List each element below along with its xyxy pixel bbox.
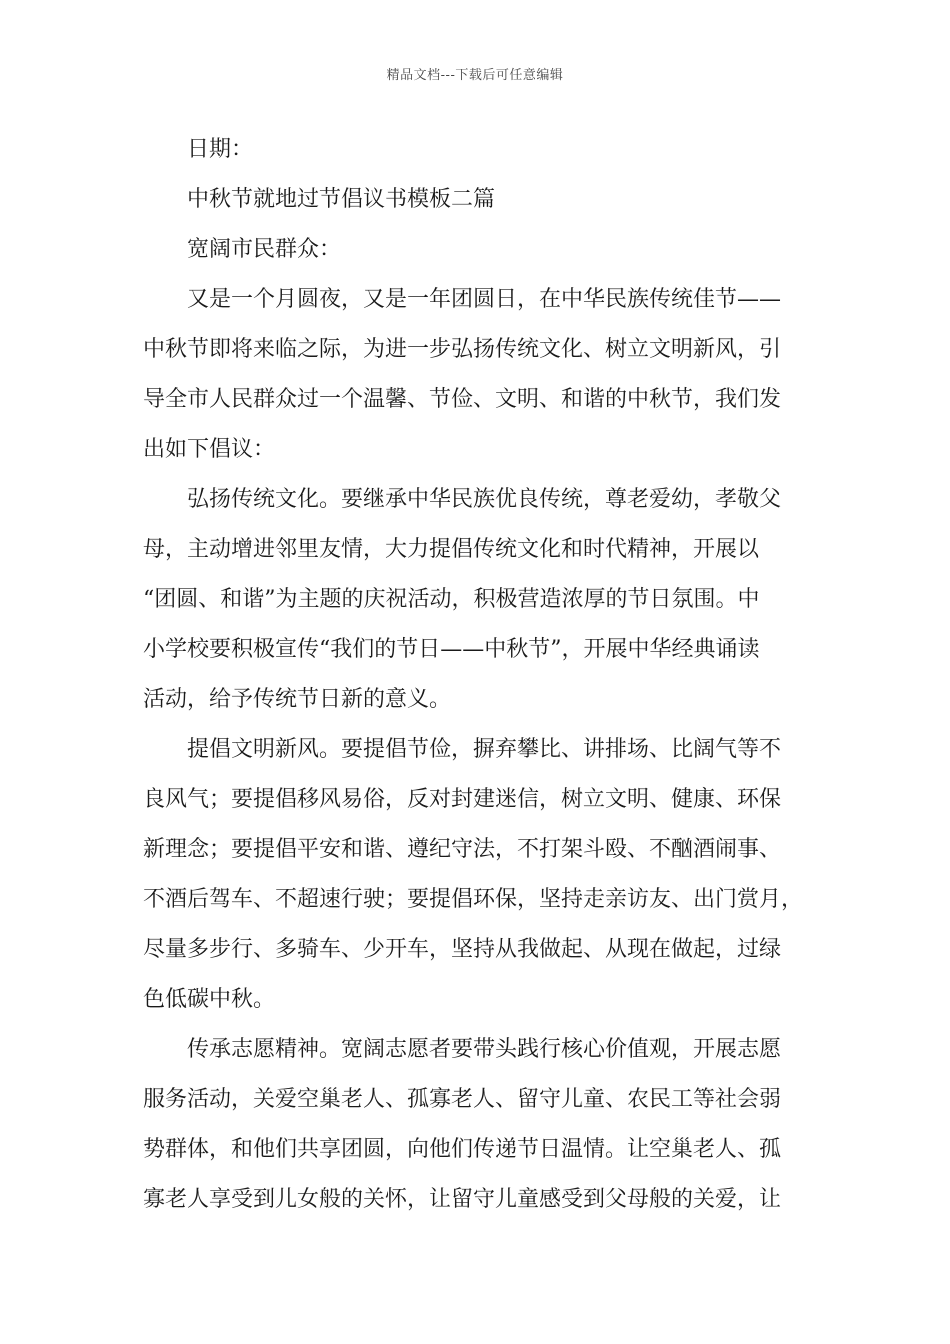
document-title: 中秋节就地过节倡议书模板二篇 xyxy=(187,187,496,212)
paragraph-line: 服务活动，关爱空巢老人、孤寡老人、留守儿童、农民工等社会弱 xyxy=(143,1087,782,1112)
paragraph-line: 色低碳中秋。 xyxy=(143,987,276,1012)
paragraph-line: 小学校要积极宣传“我们的节日——中秋节”，开展中华经典诵读 xyxy=(143,637,760,662)
document-body xyxy=(143,125,807,1225)
paragraph-line: 提倡文明新风。要提倡节俭，摒弃攀比、讲排场、比阔气等不 xyxy=(187,737,782,762)
paragraph-line: “团圆、和谐”为主题的庆祝活动，积极营造浓厚的节日氛围。中 xyxy=(143,587,760,612)
paragraph-line: 活动，给予传统节日新的意义。 xyxy=(143,687,452,712)
paragraph-line: 中秋节即将来临之际，为进一步弘扬传统文化、树立文明新风，引 xyxy=(143,337,782,362)
salutation: 宽阔市民群众： xyxy=(187,237,342,262)
paragraph-line: 尽量多步行、多骑车、少开车，坚持从我做起、从现在做起，过绿 xyxy=(143,937,782,962)
paragraph-line: 不酒后驾车、不超速行驶；要提倡环保，坚持走亲访友、出门赏月， xyxy=(143,887,804,912)
paragraph-line: 良风气；要提倡移风易俗，反对封建迷信，树立文明、健康、环保 xyxy=(143,787,782,812)
paragraph-line: 弘扬传统文化。要继承中华民族优良传统，尊老爱幼，孝敬父 xyxy=(187,487,782,512)
paragraph-line: 出如下倡议： xyxy=(143,437,276,462)
paragraph-line: 传承志愿精神。宽阔志愿者要带头践行核心价值观，开展志愿 xyxy=(187,1037,782,1062)
paragraph-line: 新理念；要提倡平安和谐、遵纪守法，不打架斗殴、不酗酒闹事、 xyxy=(143,837,782,862)
date-label: 日期： xyxy=(187,137,254,162)
paragraph-line: 势群体，和他们共享团圆，向他们传递节日温情。让空巢老人、孤 xyxy=(143,1137,782,1162)
paragraph-line: 寡老人享受到儿女般的关怀，让留守儿童感受到父母般的关爱，让 xyxy=(143,1187,782,1212)
paragraph-line: 又是一个月圆夜，又是一年团圆日，在中华民族传统佳节—— xyxy=(187,287,782,312)
paragraph-line: 母，主动增进邻里友情，大力提倡传统文化和时代精神，开展以 xyxy=(143,537,760,562)
page-header: 精品文档---下载后可任意编辑 xyxy=(386,68,564,83)
paragraph-line: 导全市人民群众过一个温馨、节俭、文明、和谐的中秋节，我们发 xyxy=(143,387,782,412)
